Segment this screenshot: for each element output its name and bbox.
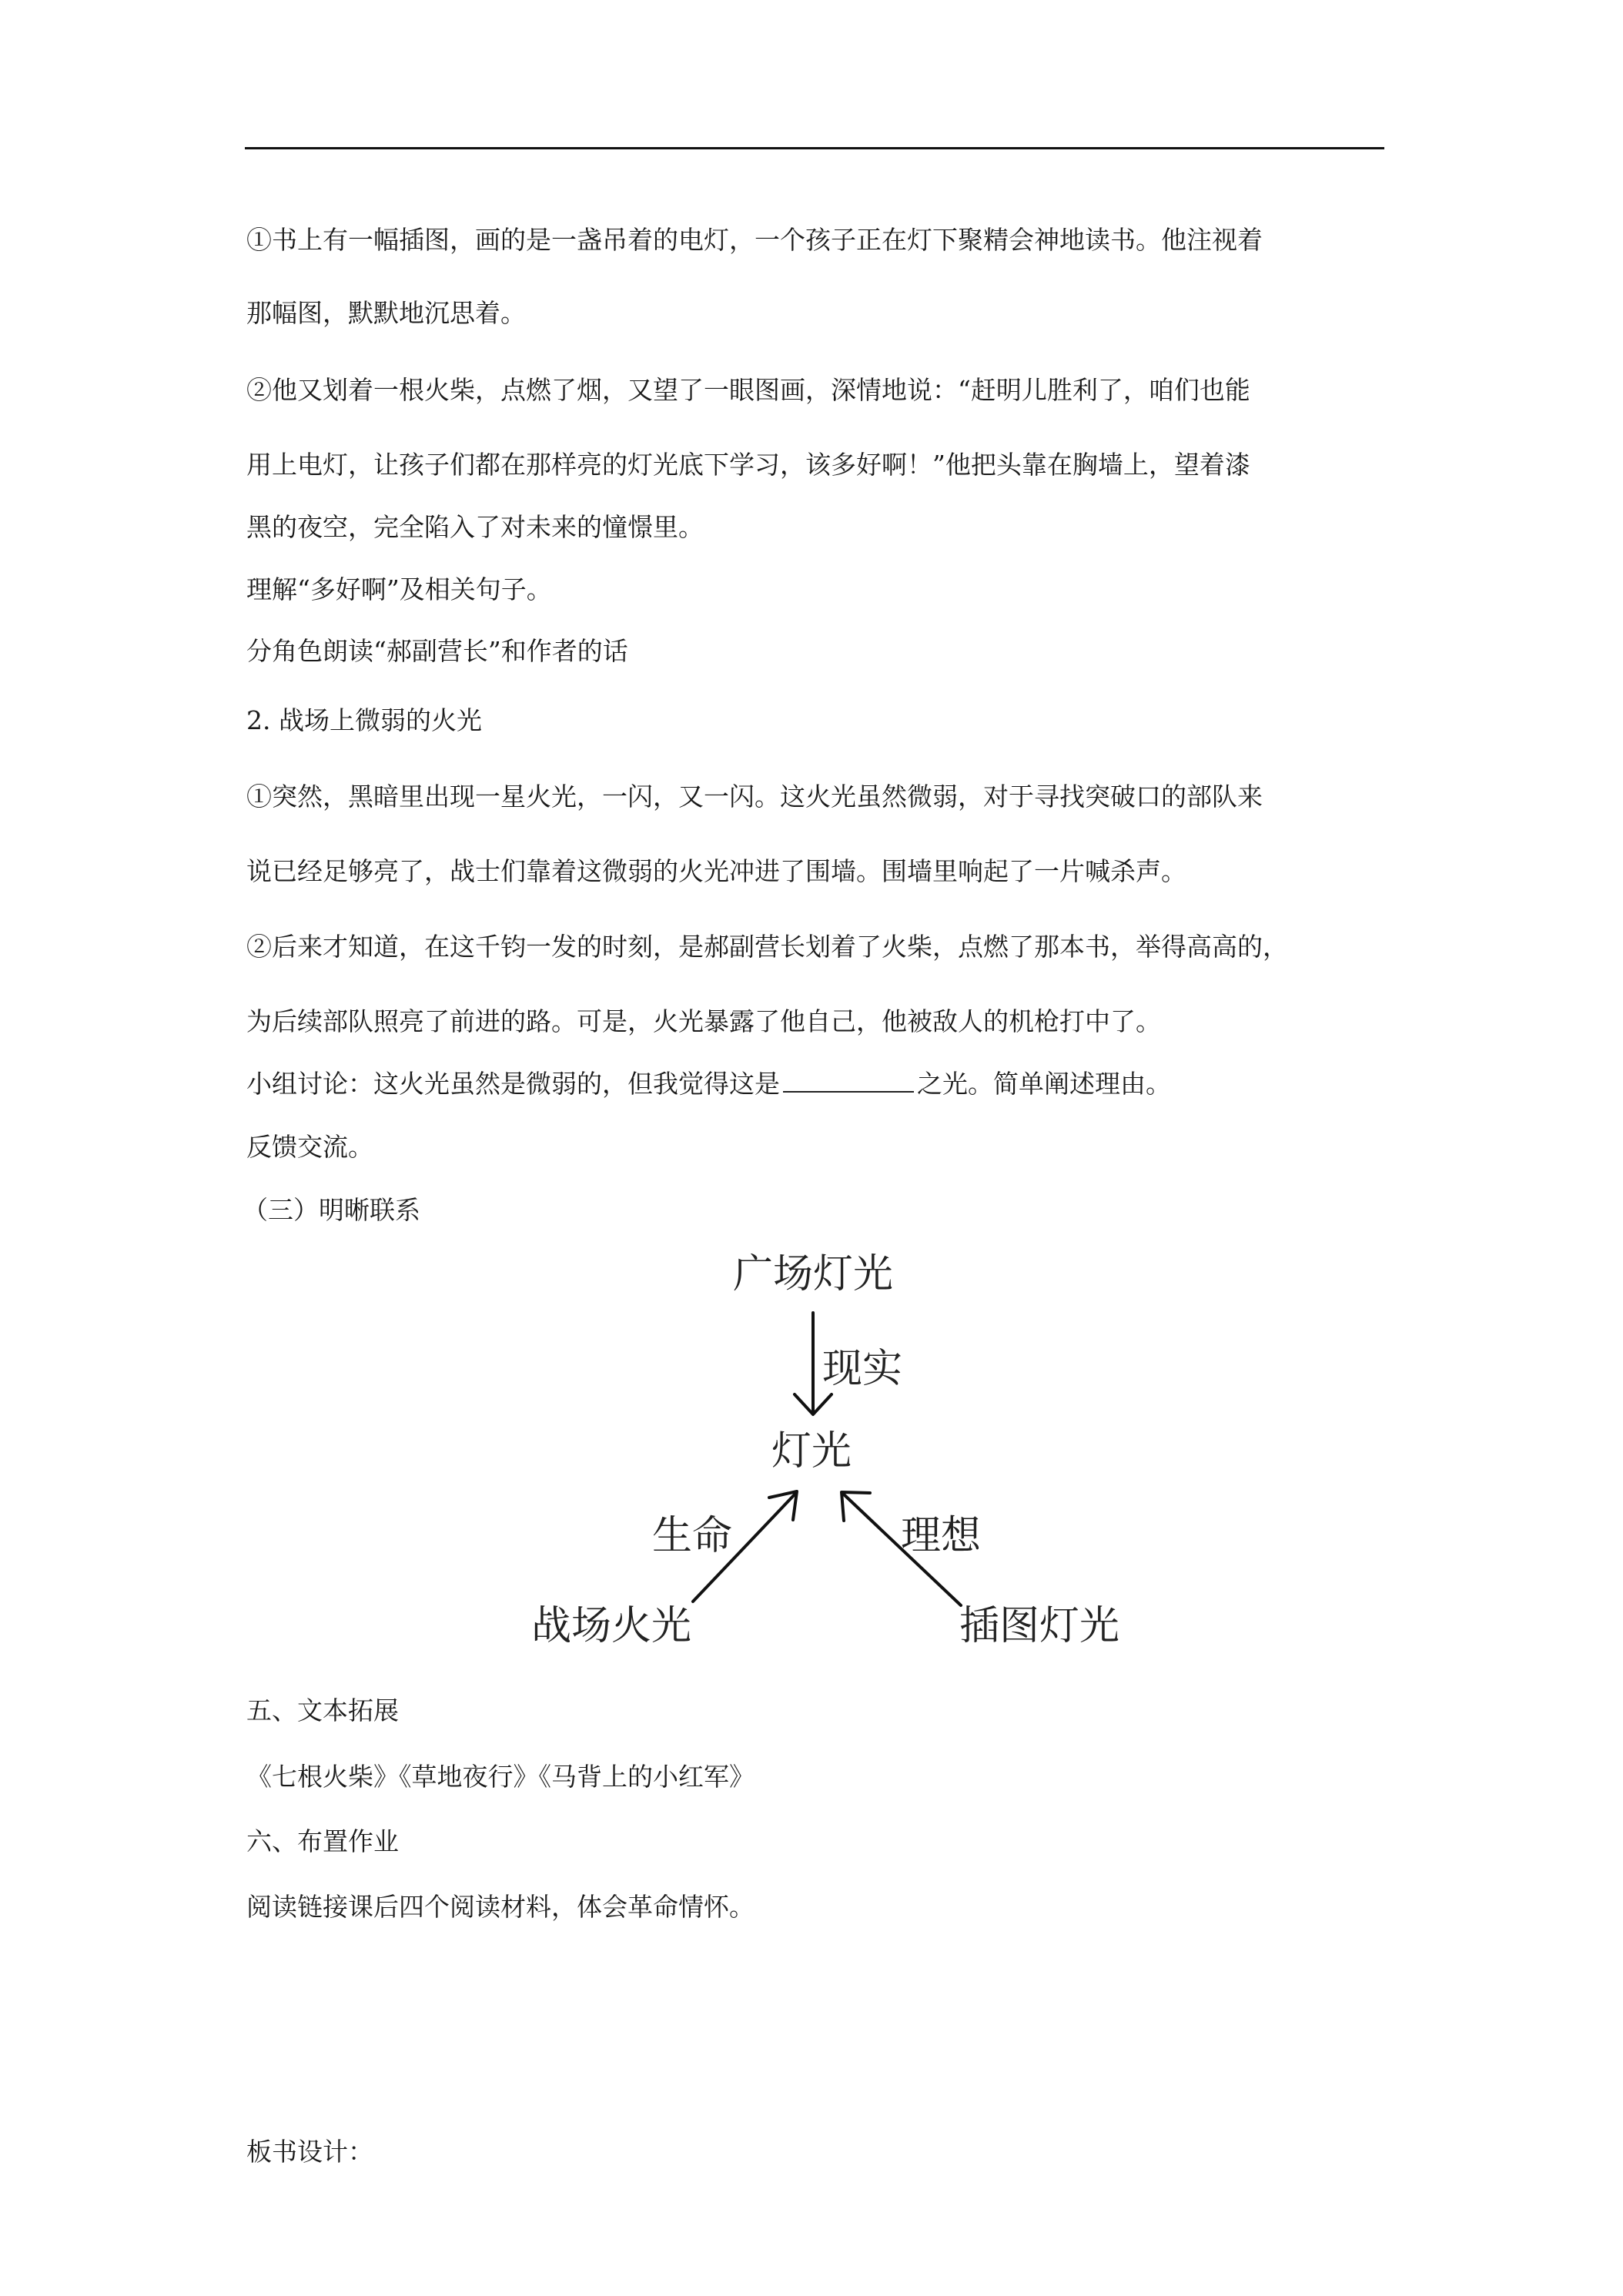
paragraph-line: 那幅图，默默地沉思着。 bbox=[246, 298, 526, 328]
discussion-line bbox=[246, 1067, 1171, 1101]
paragraph-line: 《七根火柴》《草地夜行》《马背上的小红军》 bbox=[246, 1762, 755, 1792]
node-top: 广场灯光 bbox=[733, 1251, 894, 1297]
paragraph-line: 分角色朗读“郝副营长”和作者的话 bbox=[246, 636, 628, 666]
section-heading: 六、布置作业 bbox=[246, 1826, 399, 1856]
paragraph-line: 反馈交流。 bbox=[246, 1132, 373, 1162]
edge-label-left: 生命 bbox=[652, 1513, 733, 1559]
paragraph-line: 说已经足够亮了，战士们靠着这微弱的火光冲进了围墙。围墙里响起了一片喊杀声。 bbox=[246, 856, 1186, 886]
paragraph-line: ②后来才知道，在这千钧一发的时刻，是郝副营长划着了火柴，点燃了那本书，举得高高的， bbox=[246, 932, 1288, 962]
paragraph-line: ②他又划着一根火柴，点燃了烟，又望了一眼图画，深情地说：“赶明儿胜利了，咱们也能 bbox=[246, 375, 1250, 405]
section-heading: 板书设计： bbox=[246, 2137, 373, 2167]
paragraph-line: 阅读链接课后四个阅读材料，体会革命情怀。 bbox=[246, 1892, 755, 1922]
edge-label-right: 理想 bbox=[901, 1513, 982, 1559]
paragraph-line: 为后续部队照亮了前进的路。可是，火光暴露了他自己，他被敌人的机枪打中了。 bbox=[246, 1006, 1161, 1036]
fill-in-blank[interactable] bbox=[783, 1068, 914, 1093]
header-rule bbox=[245, 147, 1384, 149]
section-heading: 2. 战场上微弱的火光 bbox=[246, 705, 482, 735]
discussion-text-before: 小组讨论：这火光虽然是微弱的，但我觉得这是 bbox=[246, 1069, 780, 1099]
paragraph-line: 黑的夜空，完全陷入了对未来的憧憬里。 bbox=[246, 512, 704, 542]
paragraph-line: ①书上有一幅插图，画的是一盏吊着的电灯，一个孩子正在灯下聚精会神地读书。他注视着 bbox=[246, 225, 1263, 255]
node-right: 插图灯光 bbox=[959, 1603, 1120, 1649]
node-left: 战场火光 bbox=[531, 1603, 692, 1649]
section-heading: 五、文本拓展 bbox=[246, 1695, 399, 1725]
section-heading: （三）明晰联系 bbox=[243, 1195, 420, 1225]
node-center: 灯光 bbox=[771, 1428, 852, 1474]
relationship-diagram bbox=[516, 1243, 1147, 1675]
paragraph-line: 用上电灯，让孩子们都在那样亮的灯光底下学习，该多好啊！”他把头靠在胸墙上，望着漆 bbox=[246, 450, 1250, 480]
edge-label-top: 现实 bbox=[822, 1346, 903, 1392]
discussion-text-after: 之光。简单阐述理由。 bbox=[917, 1069, 1171, 1099]
paragraph-line: ①突然，黑暗里出现一星火光，一闪，又一闪。这火光虽然微弱，对于寻找突破口的部队来 bbox=[246, 782, 1263, 812]
paragraph-line: 理解“多好啊”及相关句子。 bbox=[246, 574, 552, 604]
